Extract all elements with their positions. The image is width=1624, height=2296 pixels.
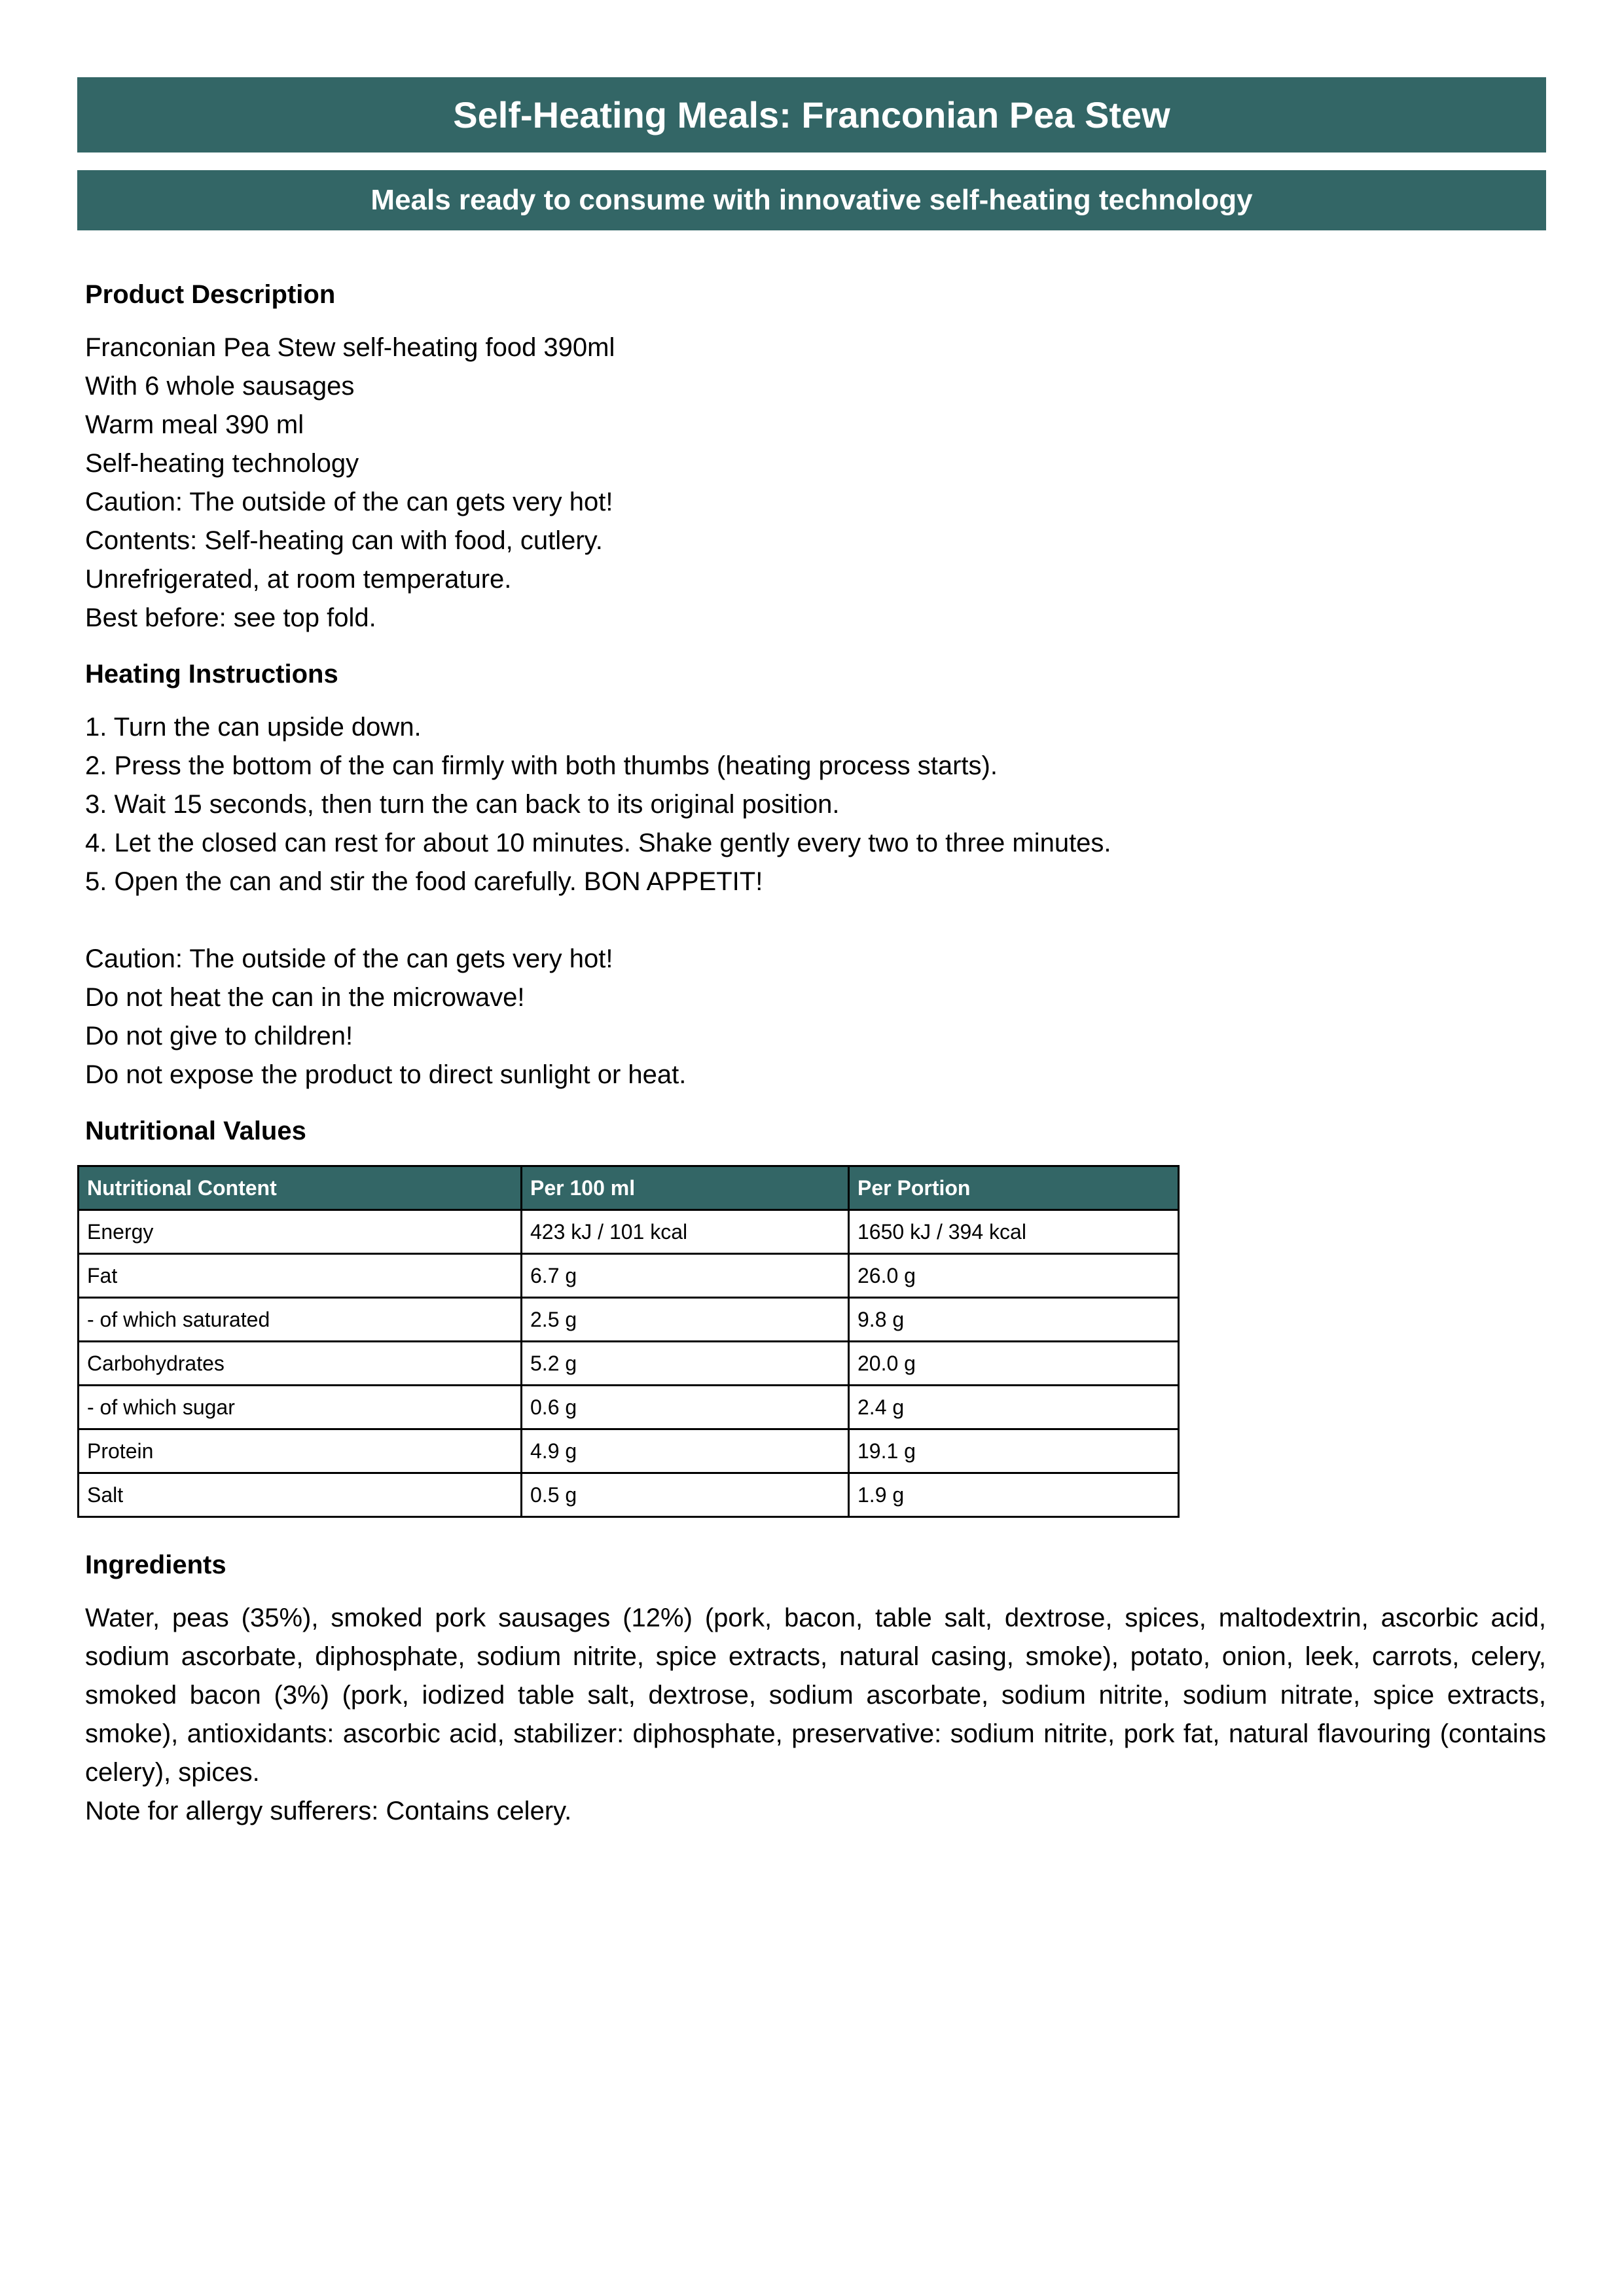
table-cell: Energy (79, 1210, 522, 1254)
table-cell: Protein (79, 1429, 522, 1473)
column-header: Per 100 ml (522, 1166, 849, 1210)
ingredients-heading: Ingredients (85, 1551, 226, 1579)
table-row (79, 1210, 1179, 1254)
table-cell: 1650 kJ / 394 kcal (849, 1210, 1179, 1254)
subtitle-banner (77, 170, 1546, 230)
instruction-step: 1. Turn the can upside down. (85, 713, 422, 742)
document-body (85, 275, 1546, 1831)
heating-instructions-heading: Heating Instructions (85, 660, 338, 689)
product-description-heading: Product Description (85, 280, 336, 309)
table-cell: 423 kJ / 101 kcal (522, 1210, 849, 1254)
table-cell: 19.1 g (849, 1429, 1179, 1473)
page-title: Self-Heating Meals: Franconian Pea Stew (453, 94, 1170, 135)
table-cell: 9.8 g (849, 1298, 1179, 1342)
nutritional-values-heading: Nutritional Values (85, 1117, 306, 1145)
nutritional-values-section (85, 1111, 1546, 1518)
table-cell: - of which saturated (79, 1298, 522, 1342)
page-subtitle: Meals ready to consume with innovative self-heating technology (370, 184, 1253, 216)
table-cell: 2.4 g (849, 1386, 1179, 1429)
title-banner (77, 77, 1546, 152)
table-row (79, 1473, 1179, 1517)
description-line: Best before: see top fold. (85, 603, 376, 632)
nutrition-table (77, 1165, 1180, 1518)
warning-line: Do not expose the product to direct sunlight or heat. (85, 1060, 687, 1089)
column-header: Per Portion (849, 1166, 1179, 1210)
table-cell: 0.6 g (522, 1386, 849, 1429)
description-line: Caution: The outside of the can gets very hot! (85, 488, 613, 516)
description-line: Contents: Self-heating can with food, cutlery. (85, 526, 603, 555)
table-row (79, 1298, 1179, 1342)
warning-line: Do not give to children! (85, 1022, 353, 1050)
table-cell: 1.9 g (849, 1473, 1179, 1517)
warning-line: Caution: The outside of the can gets very hot! (85, 944, 613, 973)
ingredients-text: Water, peas (35%), smoked pork sausages (12%) (pork, bacon, table salt, dextrose, spices, maltodextrin, ascorbic acid, sodium ascorbate, diphosphate, sodium nitrite, spice extracts, natural casing, smoke), potato, onion, leek, carrots, celery, smoked bacon (3%) (pork, iodized table salt, dextrose, sodium ascorbate, sodium nitrite, sodium nitrate, spice extracts, smoke), antioxidants: ascorbic acid, stabilizer: diphosphate, preservative: sodium nitrite, pork fat, natural flavouring (contains celery), spices. (85, 1604, 1546, 1787)
description-line: Self-heating technology (85, 449, 359, 478)
instruction-step: 2. Press the bottom of the can firmly with both thumbs (heating process starts). (85, 751, 998, 780)
table-header-row (79, 1166, 1179, 1210)
description-line: Unrefrigerated, at room temperature. (85, 565, 512, 594)
warning-line: Do not heat the can in the microwave! (85, 983, 525, 1012)
table-cell: 0.5 g (522, 1473, 849, 1517)
instruction-step: 4. Let the closed can rest for about 10 minutes. Shake gently every two to three minutes. (85, 829, 1111, 857)
table-row (79, 1386, 1179, 1429)
description-line: Franconian Pea Stew self-heating food 390ml (85, 333, 615, 362)
table-cell: 4.9 g (522, 1429, 849, 1473)
instruction-step: 5. Open the can and stir the food carefully. BON APPETIT! (85, 867, 763, 896)
heating-instructions-section (85, 655, 1546, 1094)
product-description-section (85, 275, 1546, 637)
description-line: Warm meal 390 ml (85, 410, 304, 439)
allergy-note: Note for allergy sufferers: Contains celery. (85, 1797, 572, 1825)
table-row (79, 1254, 1179, 1298)
table-cell: 2.5 g (522, 1298, 849, 1342)
instruction-step: 3. Wait 15 seconds, then turn the can back to its original position. (85, 790, 840, 819)
table-cell: 6.7 g (522, 1254, 849, 1298)
table-cell: 20.0 g (849, 1342, 1179, 1386)
spacer (85, 901, 1546, 940)
table-cell: - of which sugar (79, 1386, 522, 1429)
table-cell: 26.0 g (849, 1254, 1179, 1298)
ingredients-section (85, 1545, 1546, 1831)
table-cell: Carbohydrates (79, 1342, 522, 1386)
table-cell: Salt (79, 1473, 522, 1517)
description-line: With 6 whole sausages (85, 372, 355, 401)
table-row (79, 1342, 1179, 1386)
table-cell: Fat (79, 1254, 522, 1298)
table-cell: 5.2 g (522, 1342, 849, 1386)
table-row (79, 1429, 1179, 1473)
column-header: Nutritional Content (79, 1166, 522, 1210)
